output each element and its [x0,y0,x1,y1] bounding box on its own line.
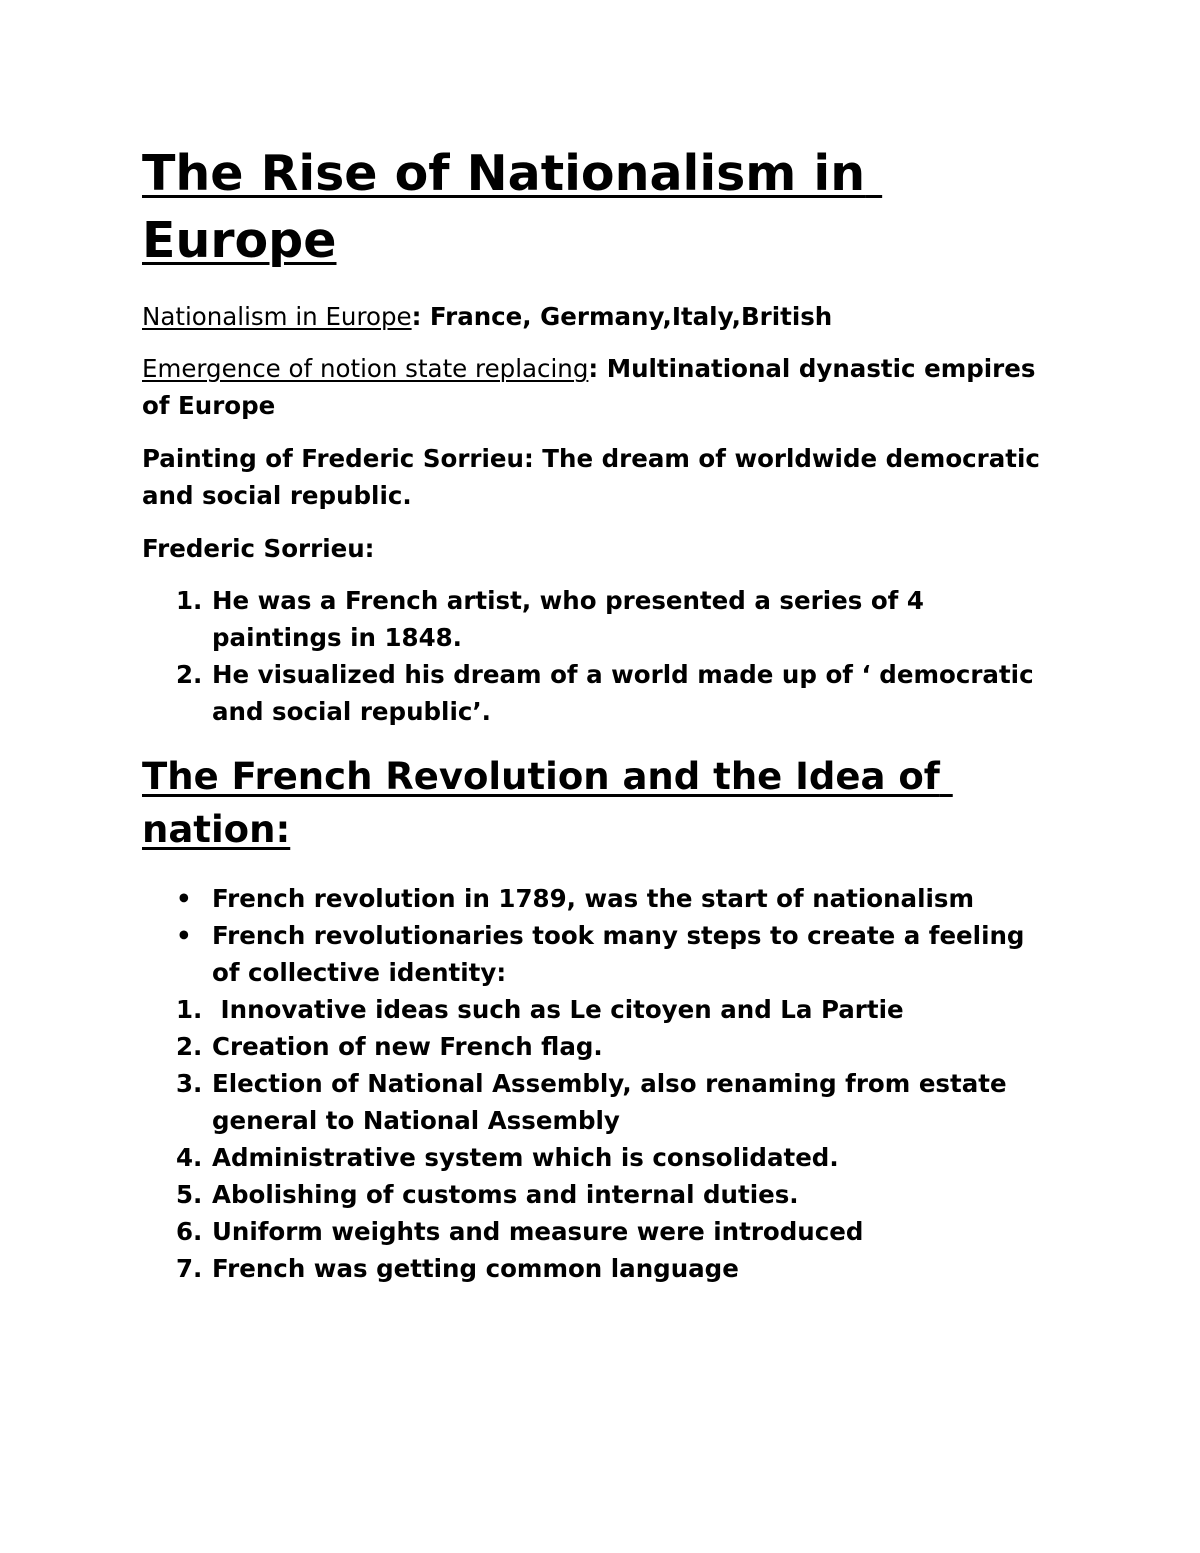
document-page [142,140,1042,1287]
list-item-text: Uniform weights and measure were introduced [212,1217,864,1246]
painting-line: Painting of Frederic Sorrieu: The dream of worldwide democratic and social republic. [142,444,1040,510]
list-item-text: Abolishing of customs and internal duties. [212,1180,799,1209]
list-item-text: Election of National Assembly, also renaming from estate general to National Assembly [212,1069,1007,1135]
list-marker: 7. [176,1254,203,1283]
revolution-bullets [142,880,1042,991]
list-item-text: He visualized his dream of a world made up of ‘ democratic and social republic’. [212,660,1034,726]
list-item [142,917,1042,991]
emergence-text: : Multinational dynastic empires of Europe [142,354,1036,420]
nationalism-label: Nationalism in Europe [142,302,412,331]
emergence-line [142,350,1042,424]
list-marker: 3. [176,1069,203,1098]
list-marker: 1. [176,586,203,615]
sorrieu-list [142,582,1042,730]
list-item-text: He was a French artist, who presented a series of 4 paintings in 1848. [212,586,924,652]
list-marker: 5. [176,1180,203,1209]
list-item [142,1213,1042,1250]
list-item [142,1139,1042,1176]
revolution-steps [142,991,1042,1287]
emergence-label: Emergence of notion state replacing [142,354,589,383]
list-item [142,991,1042,1028]
list-marker: 2. [176,660,203,689]
nationalism-line [142,298,1042,335]
list-item [142,1250,1042,1287]
list-item [142,582,1042,656]
list-item-text: Administrative system which is consolidated. [212,1143,839,1172]
bullet-icon: • [176,884,192,913]
list-item [142,880,1042,917]
list-item-text: Innovative ideas such as Le citoyen and La Partie [212,995,904,1024]
bullet-icon: • [176,921,192,950]
page-title: The Rise of Nationalism in Europe [142,145,883,269]
list-marker: 1. [176,995,203,1024]
list-marker: 4. [176,1143,203,1172]
list-marker: 6. [176,1217,203,1246]
list-item-text: French revolution in 1789, was the start of nationalism [212,884,975,913]
list-item-text: French revolutionaries took many steps to create a feeling of collective identity: [212,921,1025,987]
list-item-text: Creation of new French flag. [212,1032,603,1061]
list-marker: 2. [176,1032,203,1061]
nationalism-text: : France, Germany,Italy,British [411,302,833,331]
list-item [142,1176,1042,1213]
sorrieu-label: Frederic Sorrieu: [142,534,375,563]
list-item-text: French was getting common language [212,1254,739,1283]
section-heading: The French Revolution and the Idea of nation: [142,755,953,851]
list-item [142,1028,1042,1065]
list-item [142,656,1042,730]
list-item [142,1065,1042,1139]
